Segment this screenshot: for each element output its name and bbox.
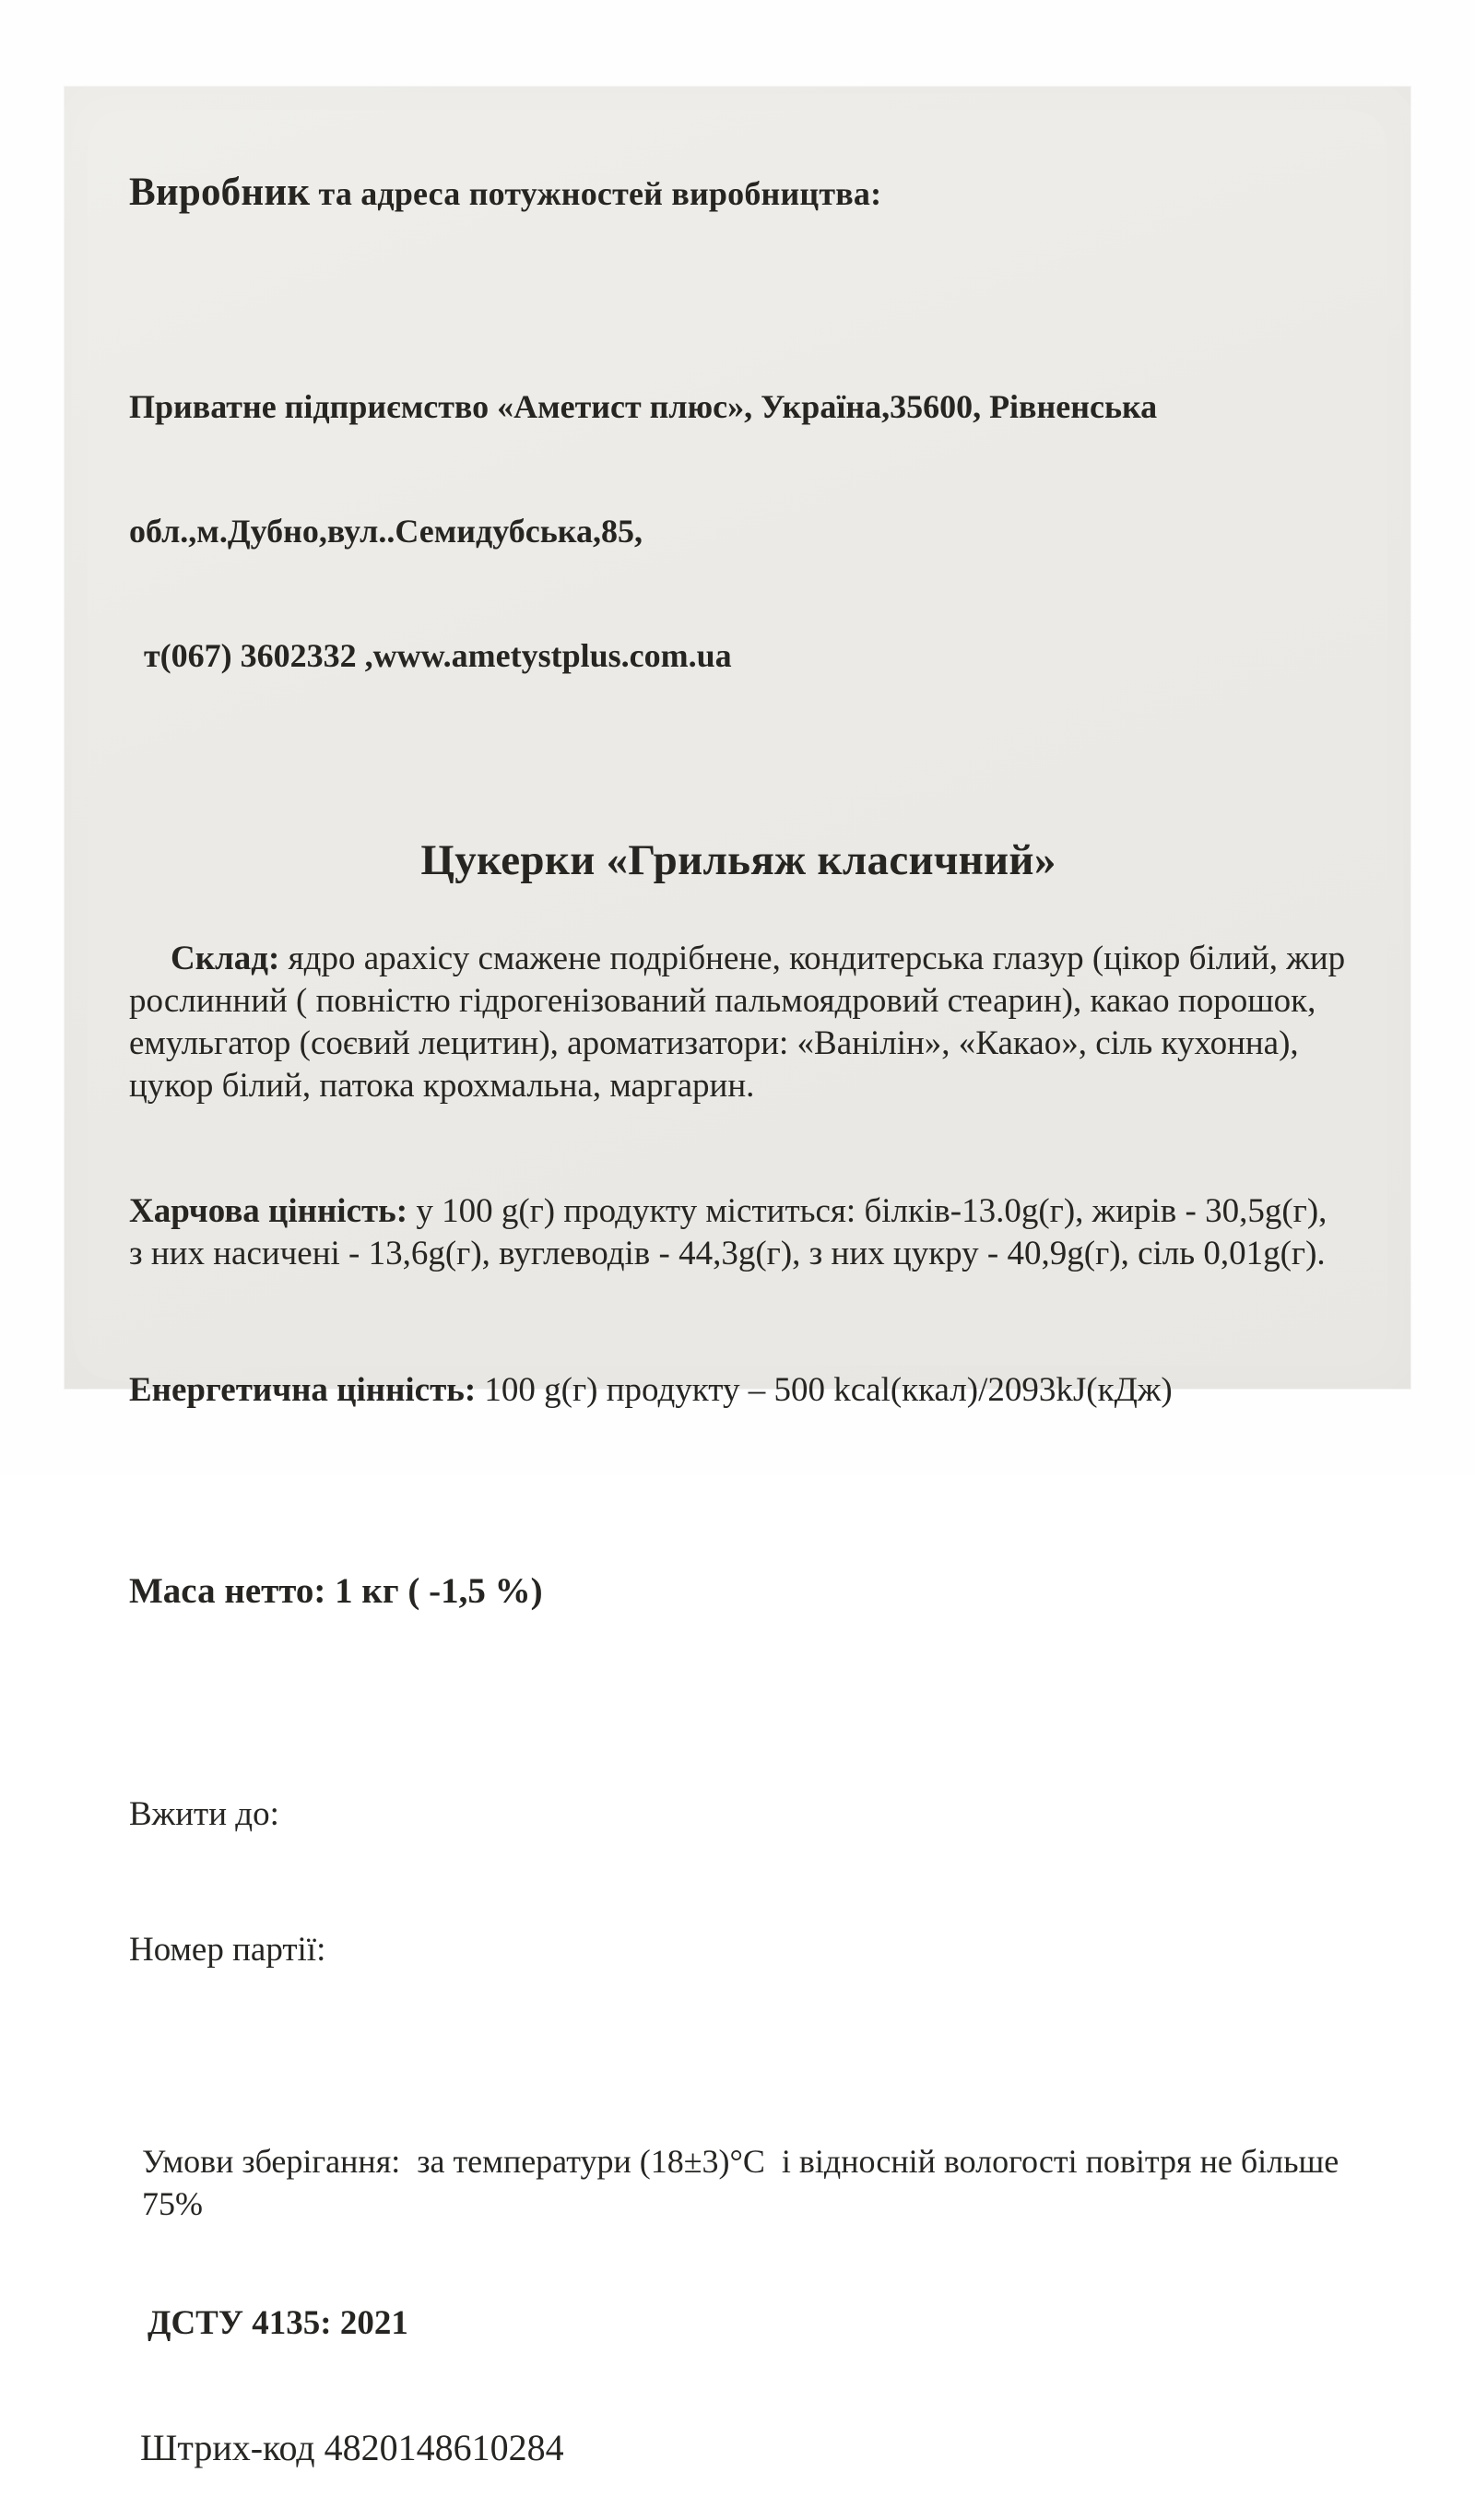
barcode-line: Штрих-код 4820148610284: [140, 2427, 564, 2468]
composition-text: ядро арахісу смажене подрібнене, кондитерська глазур (цікор білий, жир рослинний ( повністю гідрогенізований пальмоядровий стеарин), какао порошок, емульгатор (соєвий лецитин), ароматизатори: «Ванілін», «Какао», сіль кухонна), цукор білий, патока крохмальна, маргарин.: [129, 940, 1354, 1105]
dates-block: [129, 1701, 1348, 2063]
nutrition-text: у 100 g(г) продукту міститься: білків-13.0g(г), жирів - 30,5g(г), з них насичені - 13,6g(г), вуглеводів - 44,3g(г), з них цукру - 40,9g(г), сіль 0,01g(г).: [129, 1192, 1336, 1272]
producer-heading: [129, 172, 1348, 215]
address-line-phone-website: т(067) 3602332 ,www.ametystplus.com.ua: [144, 637, 732, 674]
address-line: обл.,м.Дубно,вул..Семидубська,85,: [129, 513, 643, 550]
composition-paragraph: [129, 938, 1354, 1107]
label-paper: [65, 87, 1410, 2468]
energy-paragraph: [129, 1369, 1348, 1412]
manufacturer-address: [129, 303, 1348, 760]
producer-heading-lead: Виробник: [129, 171, 311, 214]
composition-lead: Склад:: [171, 940, 280, 977]
nutrition-paragraph: [129, 1190, 1348, 1275]
producer-heading-rest: та адреса потужностей виробництва:: [310, 175, 882, 212]
label-content: [65, 87, 1410, 2520]
address-line: Приватне підприємство «Аметист плюс», Україна,35600, Рівненська: [129, 388, 1158, 425]
energy-text: 100 g(г) продукту – 500 kcal(ккал)/2093kJ(кДж): [476, 1371, 1173, 1409]
product-title: Цукерки «Грильяж класичний»: [420, 836, 1056, 884]
standard-line: ДСТУ 4135: 2021: [148, 2304, 408, 2342]
nutrition-lead: Харчова цінність:: [129, 1192, 408, 1230]
batch-number-label: Номер партії:: [129, 1931, 326, 1969]
net-weight-line: Маса нетто: 1 кг ( -1,5 %): [129, 1571, 543, 1611]
best-before-label: Вжити до:: [129, 1795, 279, 1833]
storage-conditions: Умови зберігання: за температури (18±3)°С і відносній вологості повітря не більше 75%: [142, 2143, 1348, 2222]
energy-lead: Енергетична цінність:: [129, 1371, 477, 1409]
